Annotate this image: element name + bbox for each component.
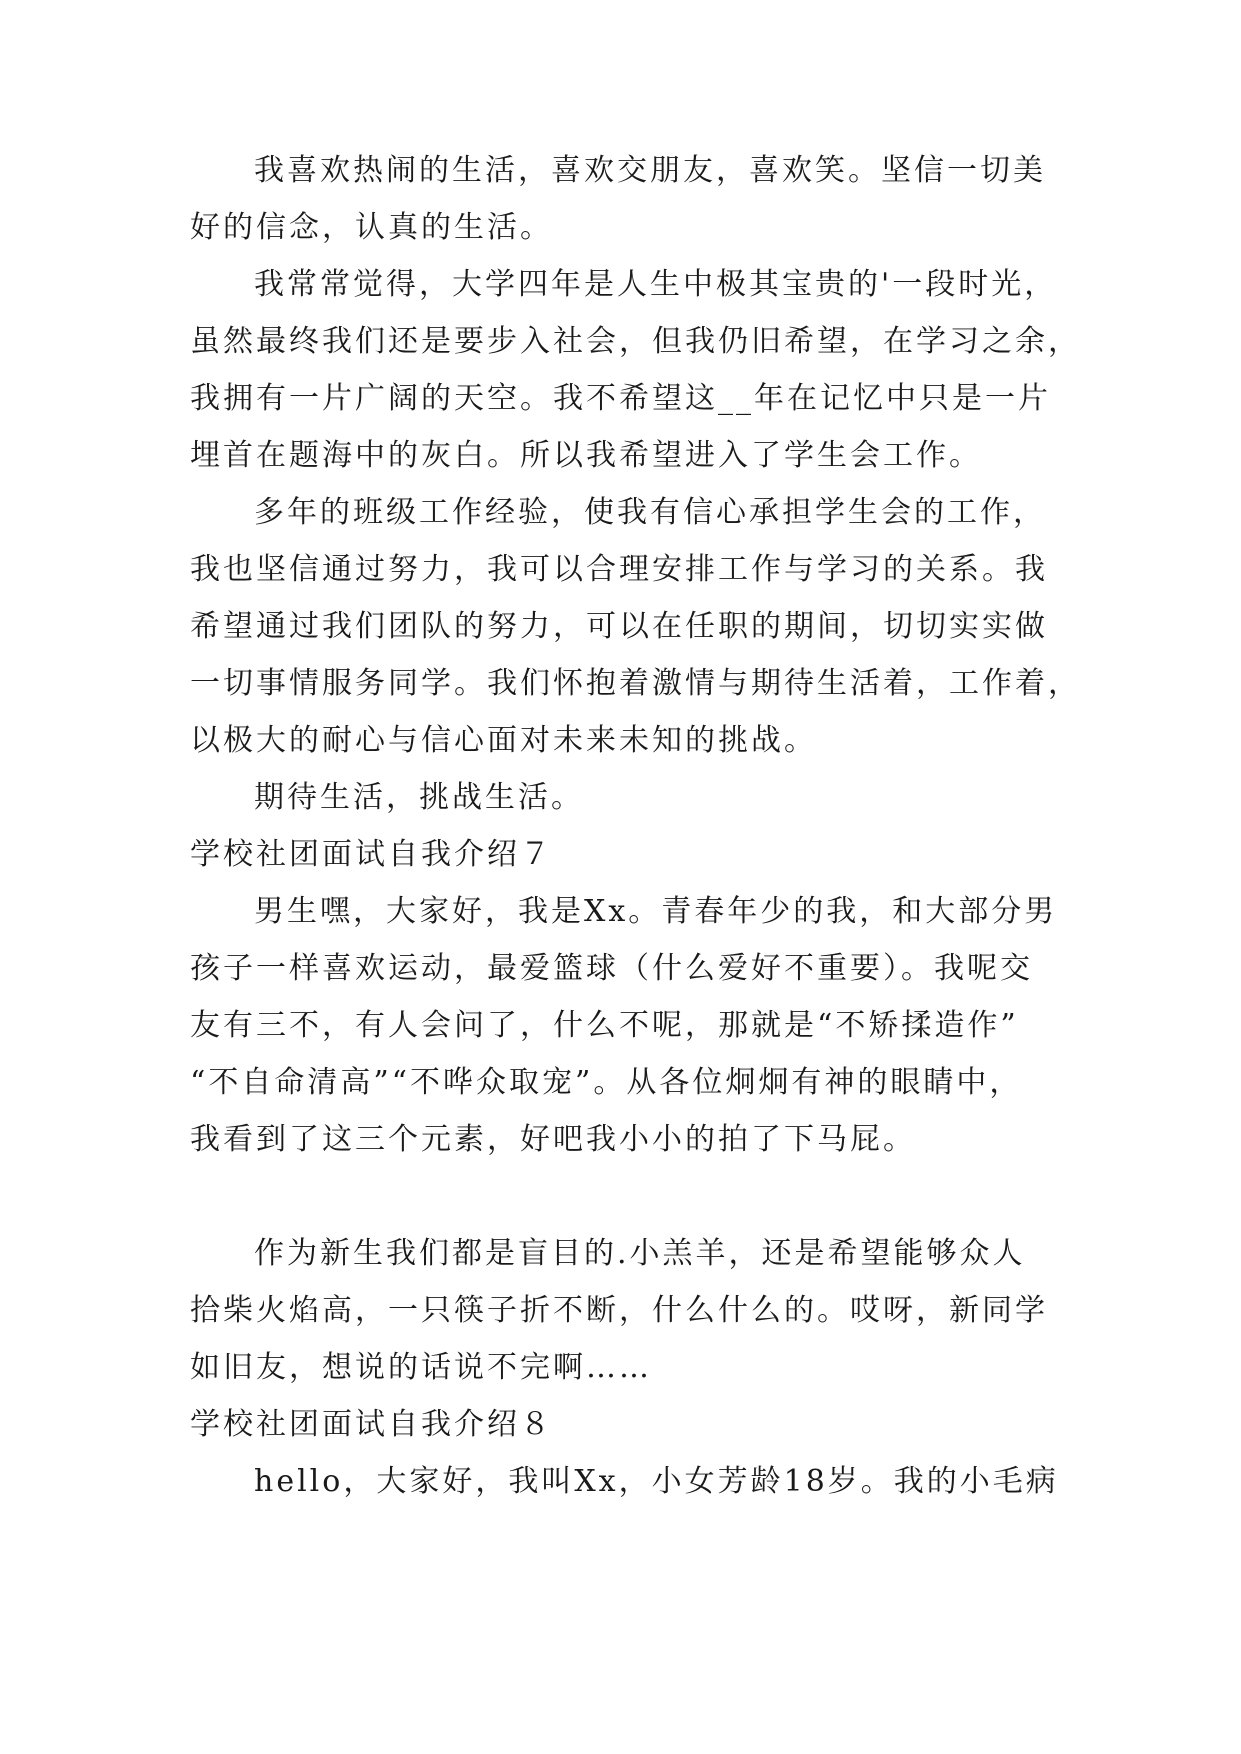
paragraph-line: 男生嘿，大家好，我是Xx。青春年少的我，和大部分男: [254, 894, 1058, 929]
paragraph-line: hello，大家好，我叫Xx，小女芳龄18岁。我的小毛病: [254, 1464, 1059, 1499]
paragraph-line: 期待生活，挑战生活。: [254, 780, 584, 815]
paragraph-line: 孩子一样喜欢运动，最爱篮球（什么爱好不重要）。我呢交: [190, 951, 1033, 986]
paragraph-line: 希望通过我们团队的努力，可以在任职的期间，切切实实做: [190, 609, 1048, 644]
paragraph-line: 埋首在题海中的灰白。所以我希望进入了学生会工作。: [190, 438, 982, 473]
section-heading: 学校社团面试自我介绍７: [190, 837, 553, 872]
paragraph-line: 我常常觉得，大学四年是人生中极其宝贵的'一段时光，: [254, 267, 1058, 302]
paragraph-line: 好的信念，认真的生活。: [190, 210, 553, 245]
paragraph-line: 我看到了这三个元素，好吧我小小的拍了下马屁。: [190, 1122, 916, 1157]
paragraph-line: 我拥有一片广阔的天空。我不希望这__年在记忆中只是一片: [190, 381, 1051, 416]
paragraph-line: 如旧友，想说的话说不完啊……: [190, 1350, 652, 1385]
paragraph-line: 作为新生我们都是盲目的.小羔羊，还是希望能够众人: [254, 1236, 1026, 1271]
paragraph-line: 我也坚信通过努力，我可以合理安排工作与学习的关系。我: [190, 552, 1048, 587]
paragraph-line: “不自命清高”“不哗众取宠”。从各位炯炯有神的眼睛中，: [190, 1065, 1023, 1100]
paragraph-line: 多年的班级工作经验，使我有信心承担学生会的工作，: [254, 495, 1046, 530]
section-heading: 学校社团面试自我介绍８: [190, 1407, 553, 1442]
paragraph-line: 我喜欢热闹的生活，喜欢交朋友，喜欢笑。坚信一切美: [254, 153, 1046, 188]
paragraph-line: 拾柴火焰高，一只筷子折不断，什么什么的。哎呀，新同学: [190, 1293, 1048, 1328]
paragraph-line: 友有三不，有人会问了，什么不呢，那就是“不矫揉造作”: [190, 1008, 1019, 1043]
paragraph-line: 以极大的耐心与信心面对未来未知的挑战。: [190, 723, 817, 758]
paragraph-line: 虽然最终我们还是要步入社会，但我仍旧希望，在学习之余，: [190, 324, 1081, 359]
paragraph-line: 一切事情服务同学。我们怀抱着激情与期待生活着，工作着，: [190, 666, 1081, 701]
